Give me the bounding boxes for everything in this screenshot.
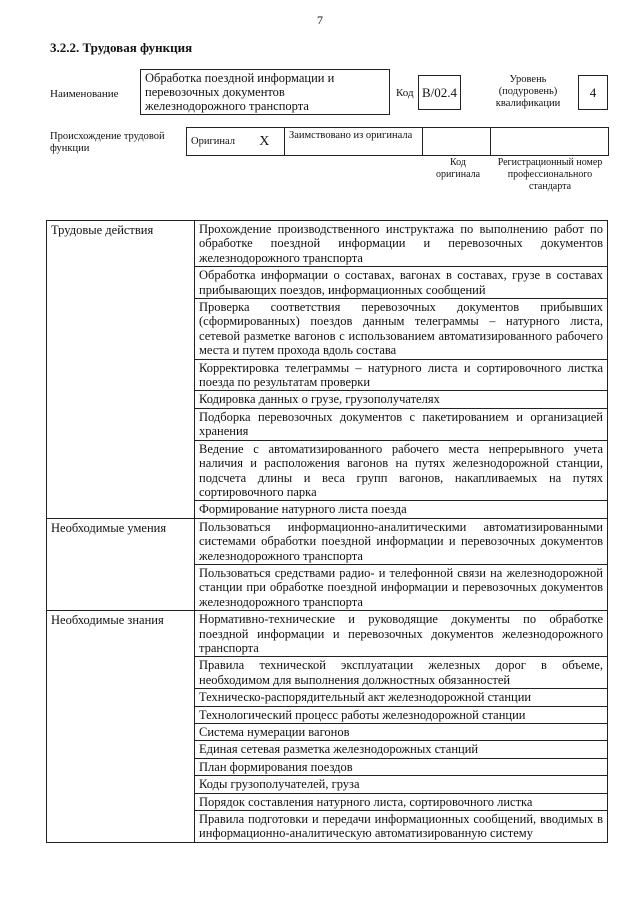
original-mark: X xyxy=(245,128,285,156)
origin-label: Происхождение трудовой функции xyxy=(50,131,165,154)
code-value: В/02.4 xyxy=(418,75,461,110)
borrowed-label: Заимствовано из оригинала xyxy=(285,128,423,156)
item-text: Пользоваться средствами радио- и телефонной связи на железнодорожной станции при обработке поездной информации и перевозочных документов железнодорожного транспорта xyxy=(195,564,608,610)
item-text: Кодировка данных о грузе, грузополучателях xyxy=(195,391,608,408)
item-text: Корректировка телеграммы – натурного листа и сортировочного листка поезда по результатам проверки xyxy=(195,359,608,391)
item-text: Система нумерации вагонов xyxy=(195,724,608,741)
item-text: Ведение с автоматизированного рабочего места непрерывного учета наличия и расположения вагонов на путях железнодорожной станции, подсчета длины и веса групп вагонов, накапливаемых на путях сортировочного парка xyxy=(195,440,608,501)
item-text: Проверка соответствия перевозочных документов прибывших (сформированных) поездов данным телеграммы – натурного листа, сетевой разметке вагонов с использованием автоматизированного рабочего места и путем прохода вдоль состава xyxy=(195,299,608,360)
code-caption: Код оригинала xyxy=(435,157,481,180)
original-code-cell xyxy=(423,128,491,156)
code-label: Код xyxy=(396,87,414,99)
item-text: Нормативно-технические и руководящие документы по обработке поездной информации и перевозочных документов железнодорожного транспорта xyxy=(195,611,608,657)
name-label: Наименование xyxy=(50,88,119,100)
category-label: Трудовые действия xyxy=(47,221,195,519)
function-name: Обработка поездной информации и перевозочных документов железнодорожного транспорта xyxy=(140,69,390,115)
item-text: Технологический процесс работы железнодорожной станции xyxy=(195,706,608,723)
level-value: 4 xyxy=(578,75,608,110)
item-text: Формирование натурного листа поезда xyxy=(195,501,608,518)
reg-number-cell xyxy=(491,128,609,156)
origin-table xyxy=(186,127,609,156)
category-label: Необходимые умения xyxy=(47,518,195,610)
item-text: Коды грузополучателей, груза xyxy=(195,776,608,793)
section-title: 3.2.2. Трудовая функция xyxy=(50,40,193,55)
item-text: Подборка перевозочных документов с пакетированием и организацией хранения xyxy=(195,408,608,440)
item-text: Техническо-распорядительный акт железнодорожной станции xyxy=(195,689,608,706)
item-text: Правила подготовки и передачи информационных сообщений, вводимых в информационно-аналитическую автоматизированную систему xyxy=(195,811,608,843)
table-row xyxy=(47,518,608,564)
item-text: Правила технической эксплуатации железных дорог в объеме, необходимом для выполнения должностных обязанностей xyxy=(195,657,608,689)
item-text: Пользоваться информационно-аналитическими автоматизированными системами обработки поездной информации и перевозочных документов железнодорожного транспорта xyxy=(195,518,608,564)
table-row xyxy=(47,221,608,267)
category-label: Необходимые знания xyxy=(47,611,195,843)
item-text: Порядок составления натурного листа, сортировочного листка xyxy=(195,793,608,810)
item-text: Единая сетевая разметка железнодорожных станций xyxy=(195,741,608,758)
table-row xyxy=(47,611,608,657)
reg-caption: Регистрационный номер профессионального стандарта xyxy=(497,157,603,192)
item-text: Прохождение производственного инструктажа по выполнению работ по обработке поездной информации и перевозочных документов железнодорожного транспорта xyxy=(195,221,608,267)
function-table xyxy=(46,220,608,843)
item-text: План формирования поездов xyxy=(195,758,608,775)
original-label: Оригинал xyxy=(187,128,245,156)
level-label: Уровень (подуровень) квалификации xyxy=(495,74,561,109)
page-number: 7 xyxy=(317,13,323,27)
item-text: Обработка информации о составах, вагонах в составах, грузе в составах прибывающих поездов, информационных сообщений xyxy=(195,267,608,299)
